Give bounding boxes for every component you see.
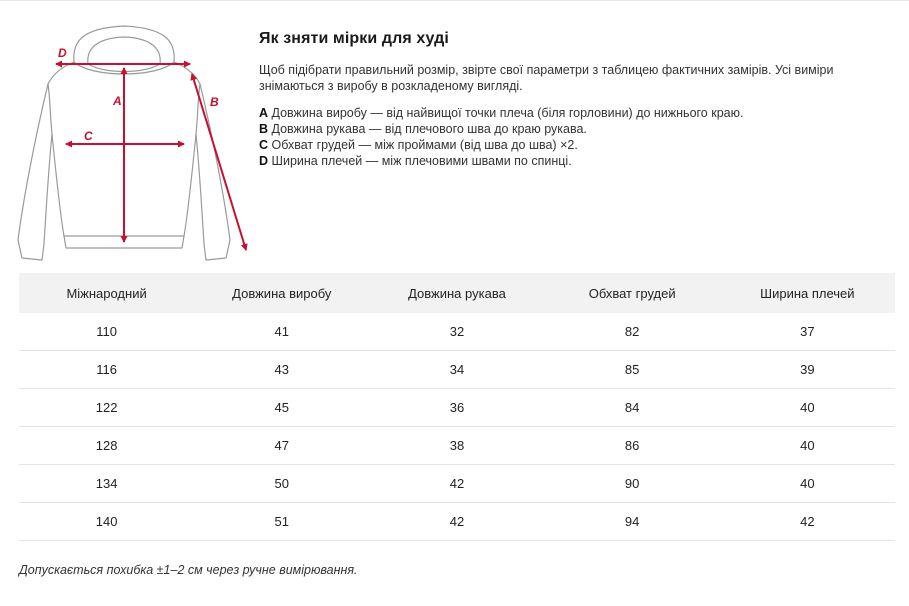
definition-item [259,121,899,137]
table-cell: 140 [19,503,194,541]
column-header: Міжнародний [19,273,194,313]
table-cell: 40 [720,465,895,503]
table-cell: 40 [720,427,895,465]
definition-text: Обхват грудей — між проймами (від шва до шва) ×2. [268,138,578,152]
table-cell: 90 [545,465,720,503]
label-d: D [58,46,67,60]
table-cell: 51 [194,503,369,541]
measurement-info [259,30,899,169]
table-row [19,389,895,427]
definition-text: Довжина рукава — від плечового шва до краю рукава. [268,122,587,136]
table-cell: 42 [369,503,544,541]
table-cell: 47 [194,427,369,465]
label-b: B [210,95,219,109]
definition-item [259,137,899,153]
table-cell: 122 [19,389,194,427]
table-cell: 86 [545,427,720,465]
table-cell: 32 [369,313,544,351]
table-cell: 85 [545,351,720,389]
tolerance-note: Допускається похибка ±1–2 см через ручне вимірювання. [19,563,358,577]
label-c: C [84,129,93,143]
table-cell: 34 [369,351,544,389]
table-row [19,351,895,389]
definition-letter: B [259,122,269,136]
table-cell: 37 [720,313,895,351]
table-cell: 116 [19,351,194,389]
definition-item [259,105,899,121]
definition-letter: A [259,106,269,120]
table-cell: 39 [720,351,895,389]
column-header: Обхват грудей [545,273,720,313]
table-cell: 82 [545,313,720,351]
page-title: Як зняти мірки для худі [259,30,449,47]
table-cell: 42 [369,465,544,503]
column-header: Довжина виробу [194,273,369,313]
table-cell: 128 [19,427,194,465]
table-row [19,427,895,465]
top-divider [0,0,909,1]
table-cell: 36 [369,389,544,427]
table-row [19,465,895,503]
table-cell: 84 [545,389,720,427]
intro-text: Щоб підібрати правильний розмір, звірте свої параметри з таблицею фактичних замірів. Усі виміри знімаються з виробу в розкладеному вигляді. [259,63,834,93]
table-cell: 41 [194,313,369,351]
size-table [19,273,895,541]
definition-text: Ширина плечей — між плечовими швами по спинці. [268,154,572,168]
definition-letter: D [259,154,269,168]
label-a: A [113,94,122,108]
table-cell: 42 [720,503,895,541]
arrow-b [192,74,246,250]
measurement-arrows [56,64,246,250]
table-cell: 45 [194,389,369,427]
measurement-definitions [259,105,899,169]
table-header-row [19,273,895,313]
column-header: Ширина плечей [720,273,895,313]
table-row [19,503,895,541]
column-header: Довжина рукава [369,273,544,313]
table-cell: 94 [545,503,720,541]
table-cell: 50 [194,465,369,503]
definition-item [259,153,899,169]
table-cell: 110 [19,313,194,351]
hoodie-diagram [12,14,257,266]
table-row [19,313,895,351]
definition-text: Довжина виробу — від найвищої точки плеча (біля горловини) до нижнього краю. [268,106,744,120]
table-cell: 38 [369,427,544,465]
table-cell: 43 [194,351,369,389]
table-cell: 134 [19,465,194,503]
table-cell: 40 [720,389,895,427]
definition-letter: C [259,138,269,152]
